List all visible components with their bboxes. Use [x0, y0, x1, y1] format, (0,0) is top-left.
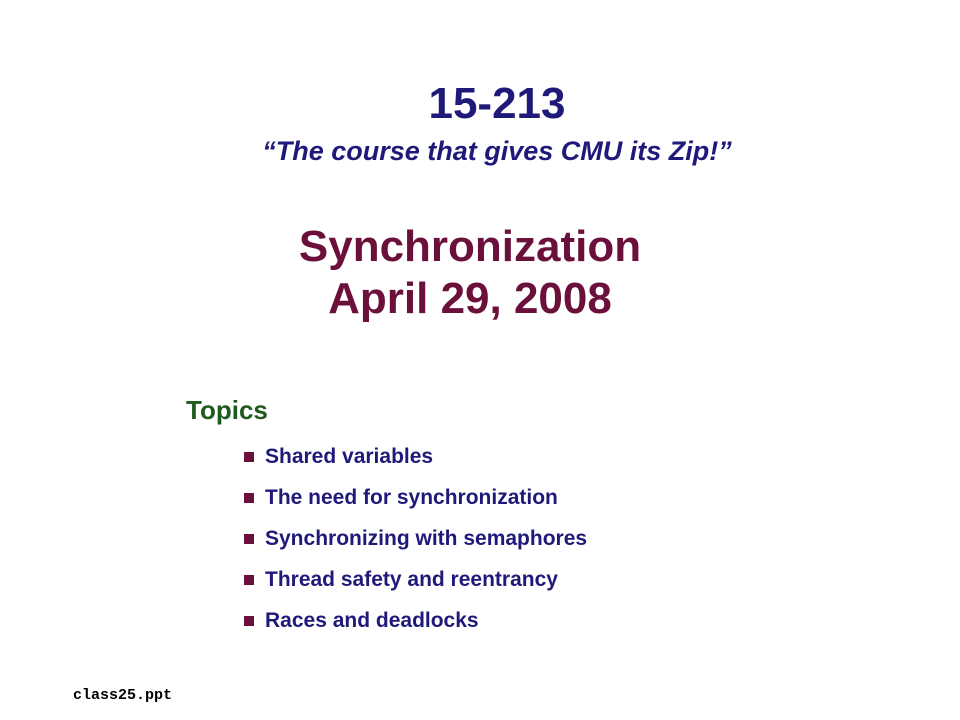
list-item: [244, 559, 587, 600]
course-tagline: “The course that gives CMU its Zip!”: [262, 136, 732, 166]
course-number: 15-213: [428, 79, 566, 128]
topics-heading: Topics: [186, 395, 268, 425]
square-bullet-icon: [244, 452, 254, 462]
list-item: [244, 600, 587, 641]
slide-date: April 29, 2008: [328, 274, 612, 323]
slide-title: Synchronization: [298, 222, 642, 271]
list-item: [244, 436, 587, 477]
footer-filename: class25.ppt: [73, 687, 173, 704]
list-item: [244, 477, 587, 518]
topic-text: Synchronizing with semaphores: [265, 526, 588, 550]
square-bullet-icon: [244, 616, 254, 626]
topic-text: Thread safety and reentrancy: [265, 567, 558, 591]
square-bullet-icon: [244, 493, 254, 503]
topic-list: [244, 436, 587, 641]
list-item: [244, 518, 587, 559]
square-bullet-icon: [244, 534, 254, 544]
topic-text: The need for synchronization: [265, 485, 558, 509]
topic-text: Shared variables: [265, 444, 434, 468]
topic-text: Races and deadlocks: [265, 608, 479, 632]
square-bullet-icon: [244, 575, 254, 585]
